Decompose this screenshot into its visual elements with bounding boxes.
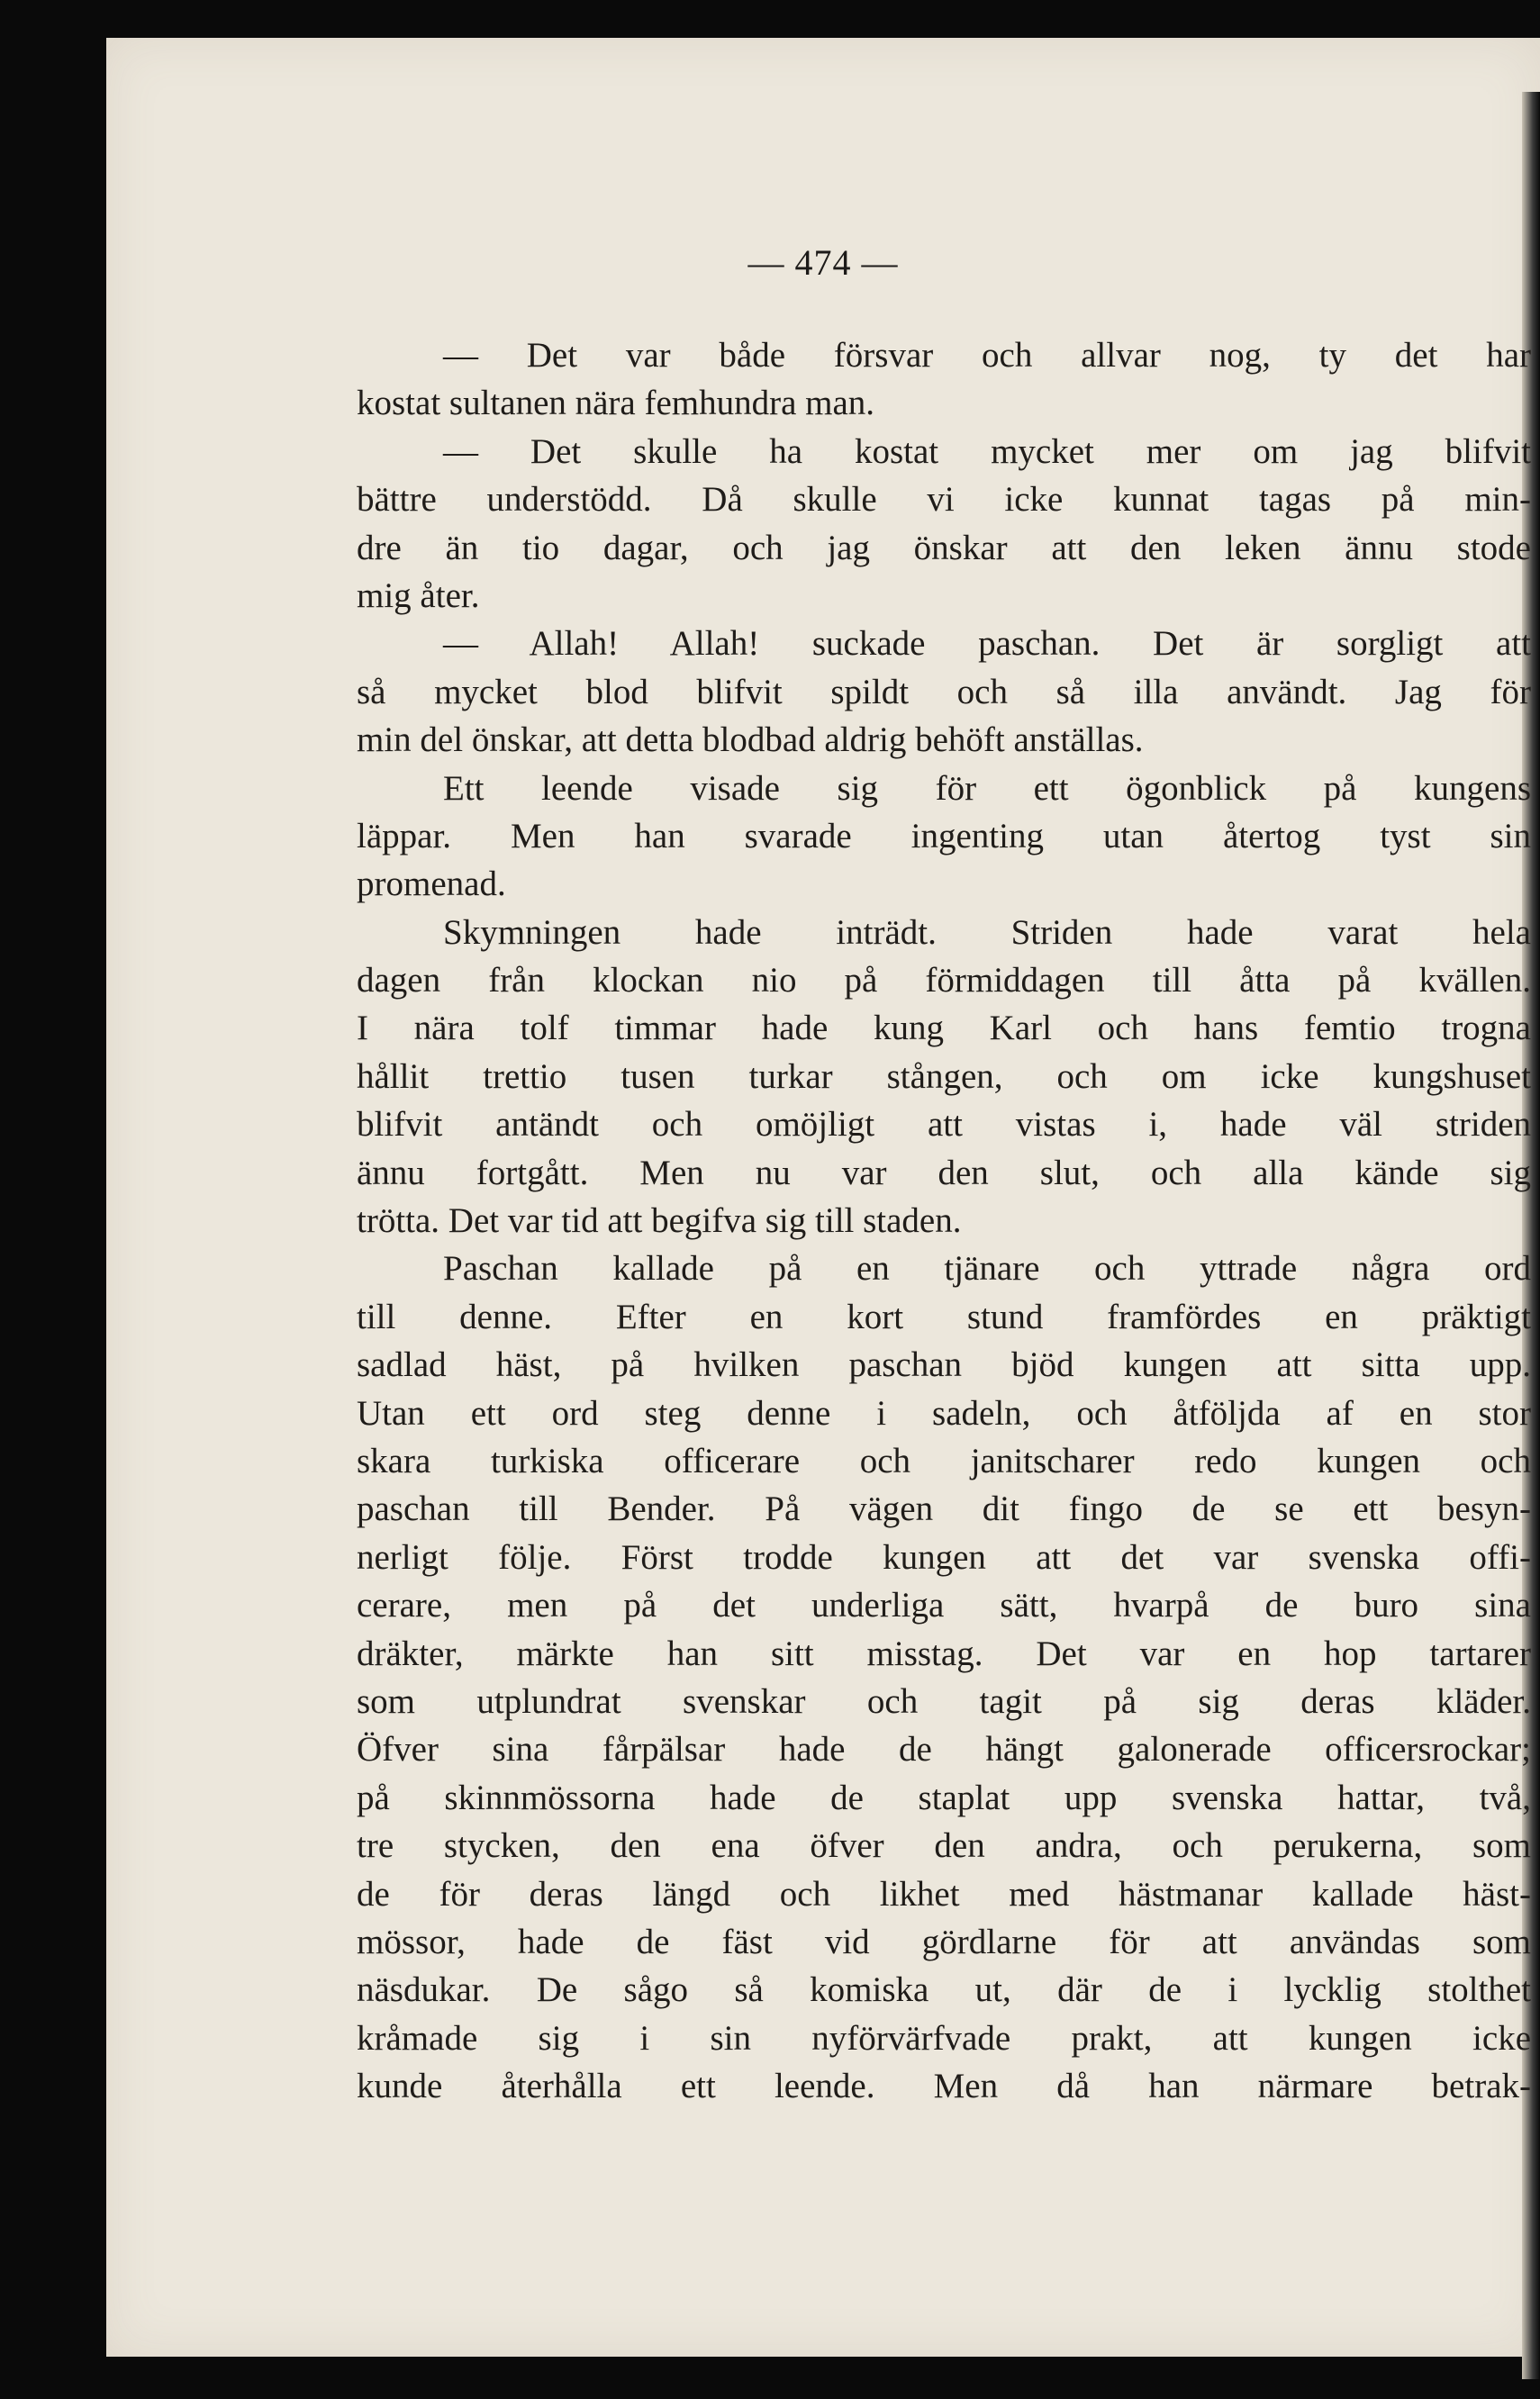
text-line: mig åter.: [357, 575, 480, 615]
text-line: dräkter, märkte han sitt misstag. Det var en hop tartarer: [357, 1634, 1531, 1673]
text-line: dre än tio dagar, och jag önskar att den leken ännu stode: [357, 528, 1531, 567]
text-line: nerligt följe. Först trodde kungen att det var svenska offi-: [357, 1537, 1531, 1577]
text-line: Utan ett ord steg denne i sadeln, och åtföljda af en stor: [357, 1393, 1531, 1433]
text-line: Ett leende visade sig för ett ögonblick på kungens: [443, 768, 1531, 808]
text-line: — Det skulle ha kostat mycket mer om jag blifvit: [443, 431, 1531, 471]
book-page: [106, 38, 1540, 2357]
text-line: I nära tolf timmar hade kung Karl och hans femtio trogna: [357, 1009, 1531, 1048]
body-text: [357, 331, 1531, 2110]
text-line: Paschan kallade på en tjänare och yttrade några ord: [443, 1249, 1531, 1289]
text-line: till denne. Efter en kort stund framfördes en präktigt: [357, 1297, 1531, 1336]
text-line: paschan till Bender. På vägen dit fingo de se ett besyn-: [357, 1489, 1531, 1529]
text-line: tre stycken, den ena öfver den andra, och perukerna, som: [357, 1826, 1531, 1866]
text-line: på skinnmössorna hade de staplat upp svenska hattar, två,: [357, 1778, 1531, 1817]
text-line: som utplundrat svenskar och tagit på sig deras kläder.: [357, 1681, 1531, 1721]
text-line: Öfver sina fårpälsar hade de hängt galonerade officersrockar;: [357, 1730, 1531, 1770]
text-line: bättre understödd. Då skulle vi icke kunnat tagas på min-: [357, 480, 1531, 520]
text-line: näsdukar. De sågo så komiska ut, där de i lycklig stolthet: [357, 1970, 1531, 2010]
text-line: Skymningen hade inträdt. Striden hade varat hela: [443, 912, 1531, 952]
text-line: blifvit antändt och omöjligt att vistas i, hade väl striden: [357, 1105, 1531, 1145]
text-line: sadlad häst, på hvilken paschan bjöd kungen att sitta upp.: [357, 1345, 1531, 1385]
text-line: trötta. Det var tid att begifva sig till staden.: [357, 1201, 962, 1241]
text-line: skara turkiska officerare och janitscharer redo kungen och: [357, 1441, 1531, 1480]
text-line: — Det var både försvar och allvar nog, ty det har: [443, 336, 1531, 375]
text-line: — Allah! Allah! suckade paschan. Det är sorgligt att: [443, 624, 1531, 664]
text-line: promenad.: [357, 865, 506, 904]
text-line: cerare, men på det underliga sätt, hvarpå de buro sina: [357, 1586, 1531, 1625]
text-line: läppar. Men han svarade ingenting utan återtog tyst sin: [357, 816, 1531, 855]
text-line: min del önskar, att detta blodbad aldrig behöft anställas.: [357, 720, 1144, 760]
text-line: så mycket blod blifvit spildt och så illa användt. Jag för: [357, 672, 1531, 711]
text-line: ännu fortgått. Men nu var den slut, och alla kände sig: [357, 1153, 1531, 1192]
text-line: kostat sultanen nära femhundra man.: [357, 384, 875, 423]
text-line: de för deras längd och likhet med hästmanar kallade häst-: [357, 1874, 1531, 1914]
text-line: dagen från klockan nio på förmiddagen till åtta på kvällen.: [357, 961, 1531, 1000]
page-number: — 474 —: [747, 242, 899, 283]
text-line: kråmade sig i sin nyförvärfvade prakt, att kungen icke: [357, 2018, 1531, 2058]
text-line: mössor, hade de fäst vid gördlarne för att användas som: [357, 1922, 1531, 1961]
text-line: hållit trettio tusen turkar stången, och om icke kungshuset: [357, 1056, 1531, 1096]
text-line: kunde återhålla ett leende. Men då han närmare betrak-: [357, 2067, 1531, 2106]
